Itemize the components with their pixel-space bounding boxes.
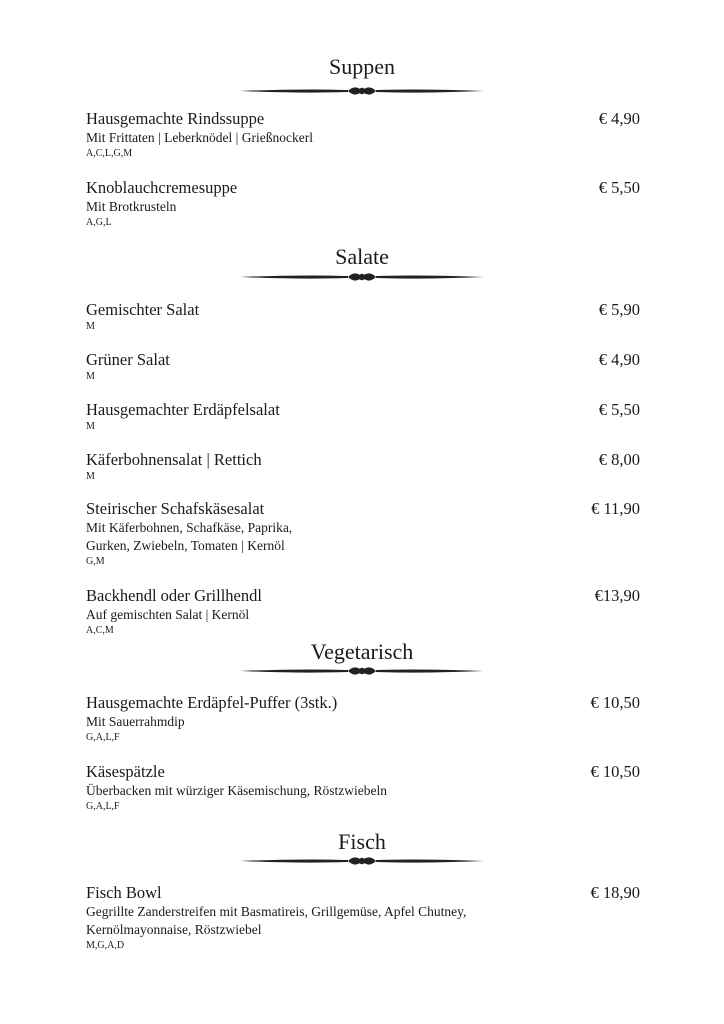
item-description: Kernölmayonnaise, Röstzwiebel (86, 922, 262, 937)
item-name: Hausgemachte Erdäpfel-Puffer (3stk.) (86, 693, 338, 712)
menu-item (86, 450, 640, 483)
item-name: Grüner Salat (86, 350, 170, 369)
item-allergens: M (86, 321, 95, 332)
ornament-divider-icon (240, 854, 484, 868)
item-description: Mit Käferbohnen, Schafkäse, Paprika, (86, 520, 293, 535)
item-name: Käferbohnensalat | Rettich (86, 450, 262, 469)
item-allergens: M (86, 371, 95, 382)
item-allergens: M (86, 471, 95, 482)
section-title-suppen: Suppen (329, 54, 395, 79)
item-description: Mit Brotkrusteln (86, 199, 177, 214)
item-price: €13,90 (594, 586, 640, 605)
item-allergens: M,G,A,D (86, 940, 125, 951)
menu-item (86, 499, 640, 568)
menu-item (86, 883, 640, 952)
menu-item (86, 400, 640, 433)
item-allergens: G,A,L,F (86, 732, 120, 743)
item-name: Steirischer Schafskäsesalat (86, 499, 265, 518)
item-price: € 10,50 (590, 762, 640, 781)
menu-item (86, 350, 640, 383)
item-allergens: G,M (86, 556, 105, 567)
item-name: Fisch Bowl (86, 883, 162, 902)
section-title-salate: Salate (335, 244, 389, 269)
ornament-divider-icon (240, 664, 484, 678)
section-title-vegetarisch: Vegetarisch (310, 639, 414, 664)
item-allergens: G,A,L,F (86, 801, 120, 812)
ornament-divider-icon (240, 270, 484, 284)
menu-item (86, 300, 640, 333)
menu-item (86, 762, 640, 813)
item-name: Knoblauchcremesuppe (86, 178, 238, 197)
menu-item (86, 693, 640, 744)
menu-item (86, 586, 640, 637)
section-title-fisch: Fisch (338, 829, 386, 854)
item-price: € 8,00 (598, 450, 640, 469)
menu-item (86, 109, 640, 160)
item-price: € 11,90 (591, 499, 640, 518)
item-price: € 5,50 (598, 178, 640, 197)
item-description: Mit Frittaten | Leberknödel | Grießnockerl (86, 130, 313, 145)
item-name: Gemischter Salat (86, 300, 200, 319)
item-description: Mit Sauerrahmdip (86, 714, 185, 729)
item-name: Hausgemachter Erdäpfelsalat (86, 400, 280, 419)
item-description: Überbacken mit würziger Käsemischung, Röstzwiebeln (86, 783, 388, 798)
menu-item (86, 178, 640, 229)
item-price: € 10,50 (590, 693, 640, 712)
item-allergens: M (86, 421, 95, 432)
item-price: € 4,90 (598, 109, 640, 128)
item-name: Käsespätzle (86, 762, 165, 781)
item-description: Gurken, Zwiebeln, Tomaten | Kernöl (86, 538, 285, 553)
item-price: € 5,90 (598, 300, 640, 319)
item-name: Hausgemachte Rindssuppe (86, 109, 265, 128)
item-price: € 4,90 (598, 350, 640, 369)
item-allergens: A,C,L,G,M (86, 148, 133, 159)
item-price: € 5,50 (598, 400, 640, 419)
item-description: Auf gemischten Salat | Kernöl (86, 607, 250, 622)
item-allergens: A,C,M (86, 625, 114, 636)
item-name: Backhendl oder Grillhendl (86, 586, 262, 605)
item-description: Gegrillte Zanderstreifen mit Basmatireis, Grillgemüse, Apfel Chutney, (86, 904, 467, 919)
item-price: € 18,90 (590, 883, 640, 902)
item-allergens: A,G,L (86, 217, 112, 228)
ornament-divider-icon (240, 84, 484, 98)
